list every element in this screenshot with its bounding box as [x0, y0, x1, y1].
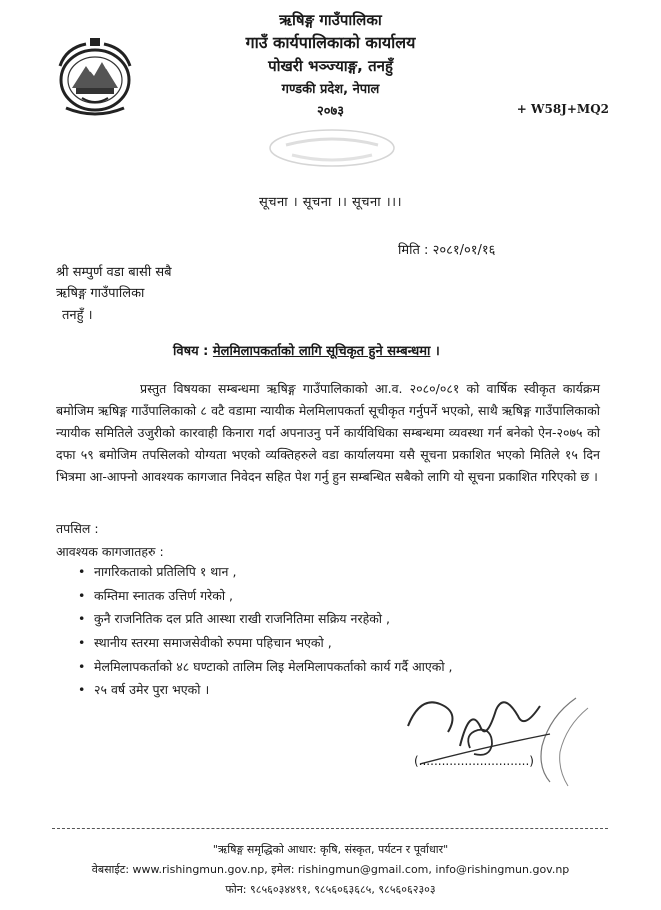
footer-motto: "ऋषिङ्ग समृद्धिको आधार: कृषि, संस्कृत, पर्यटन र पूर्वाधार" [212, 843, 449, 856]
notice-heading: सूचना । सूचना ।। सूचना ।।। [258, 195, 403, 210]
body-paragraph: प्रस्तुत विषयका सम्बन्धमा ऋषिङ्ग गाउँपालिकाको आ.व. २०८०/०८१ को वार्षिक स्वीकृत कार्यक्रम बमोजिम ऋषिङ्ग गाउँपालिकाको ८ वटै वडामा न्यायीक मेलमिलापकर्ता सूचीकृत गर्नुपर्ने भएको, साथै ऋषिङ्ग गाउँपालिकाको न्यायीक समितिले उजुरीको कारवाही किनारा गर्दा अपनाउनु पर्ने कार्यविधिका सम्बन्धमा व्यवस्था गर्न बनेको ऐन-२०७५ को दफा ५९ बमोजिम तपसिलको योग्यता भएको व्यक्तिहरुले वडा कार्यालयमा यसै सूचना प्रकाशित भएको मितिले १५ दिन भित्रमा आ-आफ्नो आवश्यक कागजात निवेदन सहित पेश गर्नु हुन सम्बन्धित सबैको लागि यो सूचना प्रकाशित गरिएको छ । [56, 381, 600, 484]
list-item: • स्थानीय स्तरमा समाजसेवीको रुपमा पहिचान भएको , [78, 631, 453, 655]
footer-website-email: वेबसाईट: www.rishingmun.gov.np, इमेल: rishingmun@gmail.com, info@rishingmun.gov.np [91, 863, 570, 876]
org-address: पोखरी भञ्ज्याङ्ग, तनहुँ [268, 57, 393, 75]
documents-label: आवश्यक कागजातहरु : [56, 544, 164, 559]
subject-label: विषय : [173, 344, 213, 359]
signature-mark [400, 686, 600, 796]
letter-date: मिति : २०८१/०१/१६ [398, 243, 496, 258]
recipient-line-1: श्री सम्पुर्ण वडा बासी सबै [56, 265, 172, 280]
list-item: • कम्तिमा स्नातक उत्तिर्ण गरेको , [78, 584, 453, 608]
recipient-line-3: तनहुँ । [62, 308, 93, 323]
org-province: गण्डकी प्रदेश, नेपाल [281, 82, 380, 97]
list-item: • २५ वर्ष उमेर पुरा भएको । [78, 678, 453, 702]
list-item: • मेलमिलापकर्ताको ४८ घण्टाको तालिम लिइ मेलमिलापकर्ताको कार्य गर्दै आएको , [78, 655, 453, 679]
subject-suffix: । [430, 344, 440, 359]
tapasil-label: तपसिल : [56, 521, 99, 536]
org-established-year: २०७३ [316, 104, 345, 119]
subject-line [173, 341, 440, 359]
plus-code: + W58J+MQ2 [516, 102, 609, 116]
org-name-municipality: ऋषिङ्ग गाउँपालिका [279, 11, 382, 29]
footer-divider [52, 828, 608, 829]
footer-phone: फोन: ९८५६०३४४९१, ९८५६०६३६८५, ९८५६०६२३०३ [225, 883, 436, 896]
list-item: • कुनै राजनितिक दल प्रति आस्था राखी राजनितिमा सक्रिय नरहेको , [78, 607, 453, 631]
faint-stamp-mark [262, 125, 402, 171]
list-item: • नागरिकताको प्रतिलिपि १ थान , [78, 560, 453, 584]
requirements-list [78, 560, 453, 702]
signature-dotted-line: (.............................) [414, 754, 534, 768]
recipient-line-2: ऋषिङ्ग गाउँपालिका [56, 286, 145, 301]
org-name-office: गाउँ कार्यपालिकाको कार्यालय [245, 33, 416, 52]
subject-text: मेलमिलापकर्ताको लागि सूचिकृत हुने सम्बन्धमा [212, 344, 431, 359]
